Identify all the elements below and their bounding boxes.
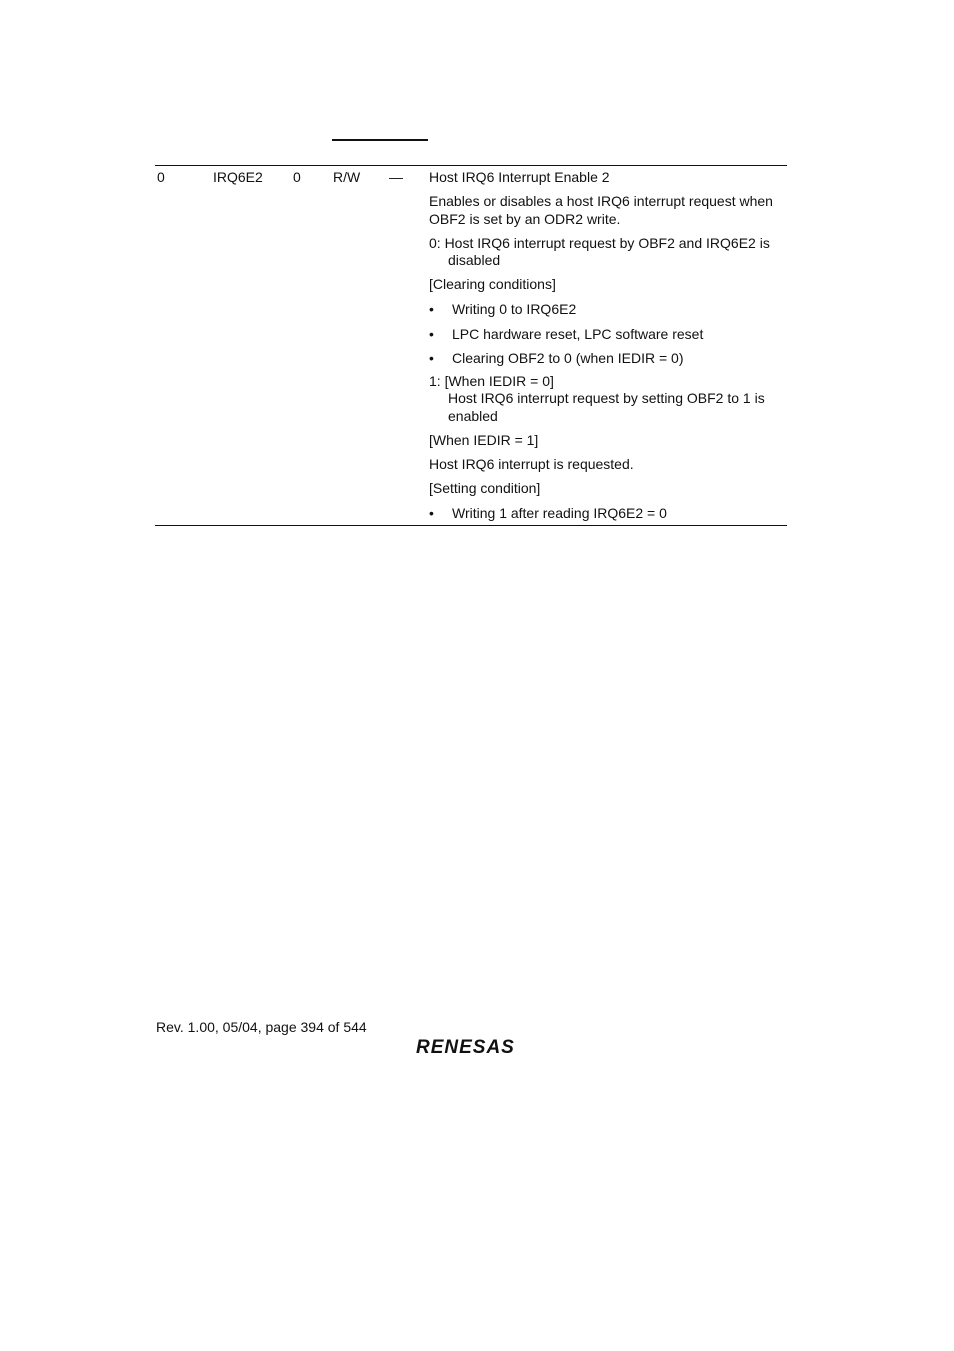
setting-heading: [Setting condition] [429, 480, 541, 496]
interrupt-requested: Host IRQ6 interrupt is requested. [429, 456, 634, 472]
description-para-line2: OBF2 is set by an ODR2 write. [429, 211, 621, 227]
bit-number: 0 [157, 169, 165, 185]
value-zero-line2: disabled [448, 252, 501, 268]
list-item-text: Clearing OBF2 to 0 (when IEDIR = 0) [452, 350, 684, 366]
initial-value: 0 [293, 169, 301, 185]
value-one-line2: Host IRQ6 interrupt request by setting OBF2 to 1 is [448, 390, 765, 406]
header-rule [332, 139, 428, 141]
when-iedir-1: [When IEDIR = 1] [429, 432, 539, 448]
bit-name: IRQ6E2 [213, 169, 263, 185]
description-para-line1: Enables or disables a host IRQ6 interrupt request when [429, 193, 773, 209]
value-one-line3: enabled [448, 408, 498, 424]
list-item-text: Writing 1 after reading IRQ6E2 = 0 [452, 505, 667, 521]
logo-text: RENESAS [416, 1037, 515, 1056]
bullet-icon: • [429, 505, 434, 521]
table-bottom-rule [155, 525, 787, 526]
bullet-icon: • [429, 301, 434, 317]
table-top-rule [155, 165, 787, 166]
page-footer: Rev. 1.00, 05/04, page 394 of 544 [156, 1019, 367, 1035]
renesas-logo [415, 1036, 535, 1060]
dash-cell: — [389, 169, 403, 185]
list-item-text: LPC hardware reset, LPC software reset [452, 326, 704, 342]
renesas-logo-icon [415, 1036, 535, 1056]
bullet-icon: • [429, 326, 434, 342]
clearing-heading: [Clearing conditions] [429, 276, 556, 292]
description-title: Host IRQ6 Interrupt Enable 2 [429, 169, 610, 185]
bullet-icon: • [429, 350, 434, 366]
value-one-line1: 1: [When IEDIR = 0] [429, 373, 554, 389]
value-zero-line1: 0: Host IRQ6 interrupt request by OBF2 and IRQ6E2 is [429, 235, 770, 251]
list-item-text: Writing 0 to IRQ6E2 [452, 301, 577, 317]
read-write: R/W [333, 169, 361, 185]
